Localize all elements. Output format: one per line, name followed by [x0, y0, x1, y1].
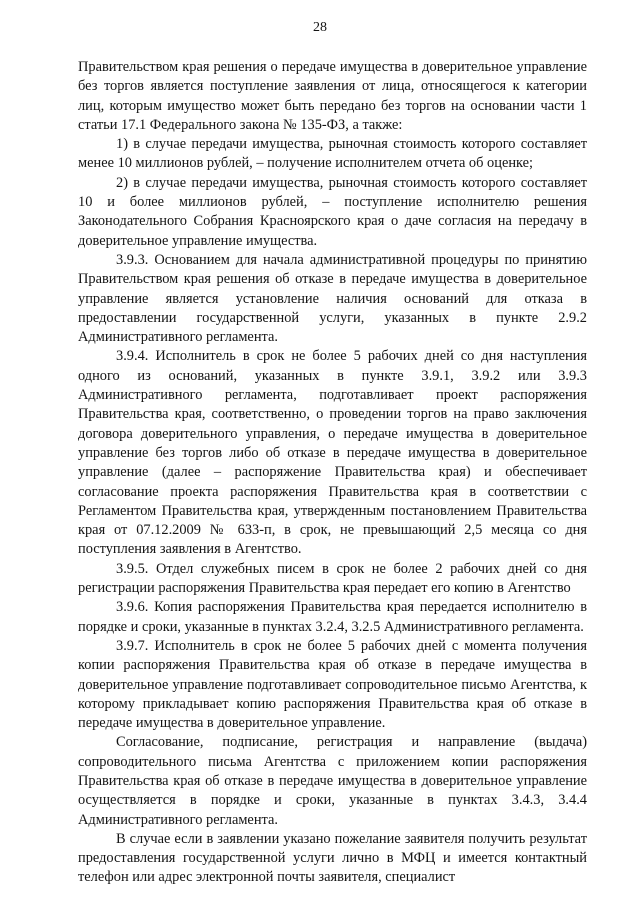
paragraph-agreement: Согласование, подписание, регистрация и направление (выдача) сопроводительного письма Агентства с приложением копии распоряжения Правительства края об отказе в передаче имущества в доверительное управление осуществляется в порядке и сроки, указанные в пунктах 3.4.3, 3.4.4 Административного регламента. — [78, 734, 587, 828]
paragraph-section-3-9-5: 3.9.5. Отдел служебных писем в срок не более 2 рабочих дней со дня регистрации распоряжения Правительства края передает его копию в Агентство — [78, 560, 587, 597]
paragraph-item-1: 1) в случае передачи имущества, рыночная стоимость которого составляет менее 10 миллионов рублей, – получение исполнителем отчета об оценке; — [78, 136, 587, 172]
paragraph-section-3-9-3: 3.9.3. Основанием для начала административной процедуры по принятию Правительством края решения об отказе в передаче имущества в доверительное управление является установление наличия оснований для отказа в предоставлении государственной услуги, указанных в пункте 2.9.2 Административного регламента. — [78, 251, 587, 346]
page-number: 28 — [313, 20, 327, 35]
paragraph-section-3-9-4: 3.9.4. Исполнитель в срок не более 5 рабочих дней со дня наступления одного из оснований, указанных в пункте 3.9.1, 3.9.2 или 3.9.3 Административного регламента, подготавливает проект распоряжения Правительства края, соответственно, о проведении торгов на право заключения договора доверительного управления, о передаче имущества в доверительное управление без торгов либо об отказе в передаче имущества в доверительное управление (далее – распоряжение Правительства края) и обеспечивает согласование проекта распоряжения Правительства края в соответствии с Регламентом Правительства края, утвержденным постановлением Правительства края от 07.12.2009 № 633-п, в срок, не превышающий 2,5 месяца со дня поступления заявления в Агентство. — [78, 348, 587, 558]
paragraph-section-3-9-7: 3.9.7. Исполнитель в срок не более 5 рабочих дней с момента получения копии распоряжения Правительства края об отказе в передаче имущества в доверительное управление подготавливает сопроводительное письмо Агентства, к которому прикладывает копию распоряжения Правительства края об отказе в передаче имущества в доверительное управление. — [78, 637, 587, 732]
paragraph-continuation: Правительством края решения о передаче имущества в доверительное управление без торгов является поступление заявления от лица, относящегося к категории лиц, которым имущество может быть передано без торгов на основании части 1 статьи 17.1 Федерального закона № 135-ФЗ, а также: — [78, 59, 587, 133]
paragraph-mfc: В случае если в заявлении указано пожелание заявителя получить результат предоставления государственной услуги лично в МФЦ и имеется контактный телефон или адрес электронной почты заявителя, специалист — [78, 830, 587, 886]
document-body — [78, 58, 587, 888]
paragraph-section-3-9-6: 3.9.6. Копия распоряжения Правительства края передается исполнителю в порядке и сроки, указанные в пунктах 3.2.4, 3.2.5 Административного регламента. — [78, 599, 587, 635]
paragraph-item-2: 2) в случае передачи имущества, рыночная стоимость которого составляет 10 и более миллионов рублей, – поступление исполнителю решения Законодательного Собрания Красноярского края о даче согласия на передачу в доверительное управление имущества. — [78, 174, 587, 249]
